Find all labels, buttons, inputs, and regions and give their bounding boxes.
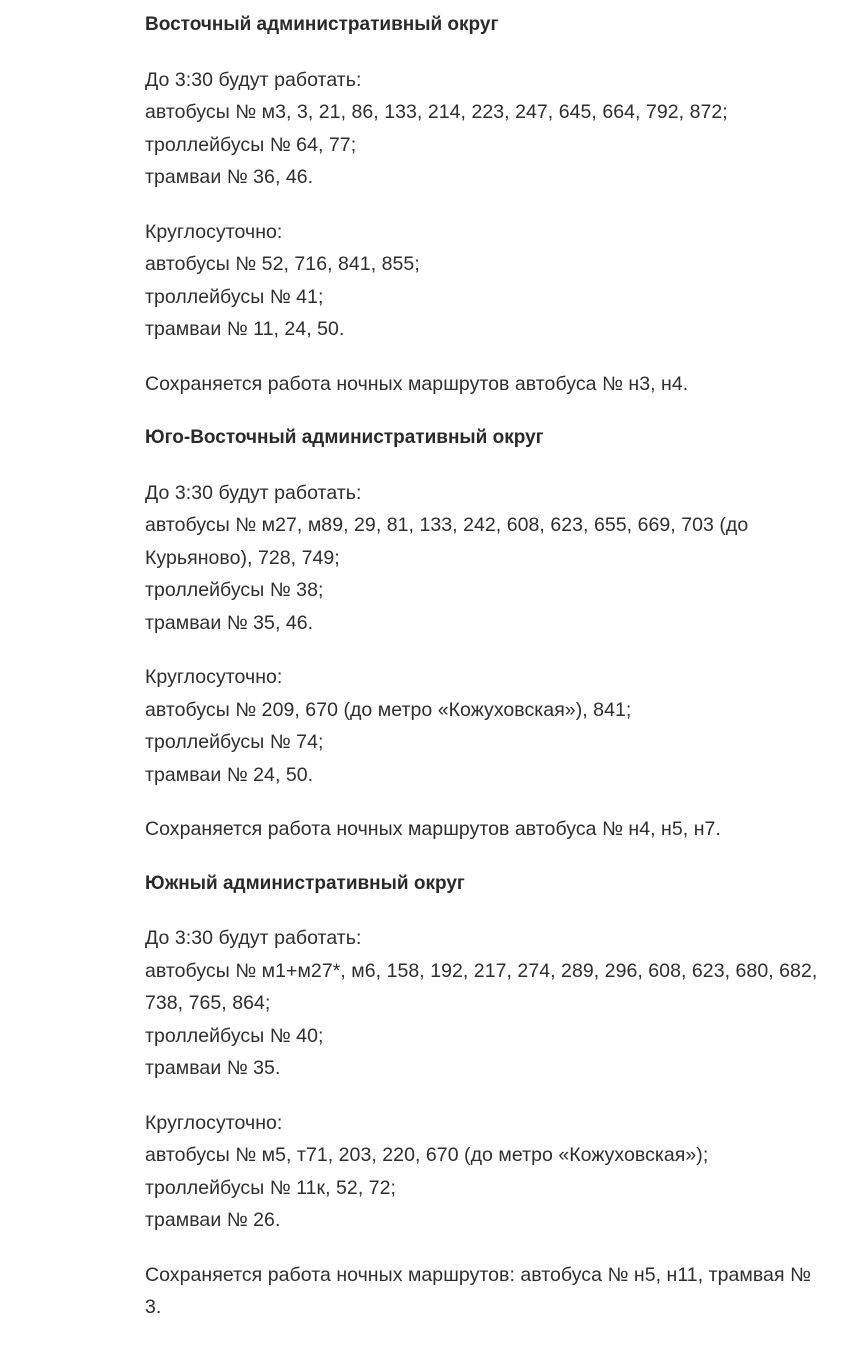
allday-trolleybuses: троллейбусы № 11к, 52, 72; — [145, 1176, 397, 1199]
until-330-trams: трамваи № 35. — [145, 1057, 281, 1079]
until-330-block — [145, 477, 825, 640]
allday-buses: автобусы № м5, т71, 203, 220, 670 (до метро «Кожуховская»); — [145, 1144, 709, 1166]
night-routes-note: Сохраняется работа ночных маршрутов автобуса № н3, н4. — [145, 372, 689, 395]
allday-trams: трамваи № 26. — [145, 1209, 281, 1231]
until-330-block — [145, 922, 825, 1085]
until-330-buses: автобусы № м3, 3, 21, 86, 133, 214, 223, 247, 645, 664, 792, 872; — [145, 101, 728, 123]
until-330-buses: автобусы № м27, м89, 29, 81, 133, 242, 608, 623, 655, 669, 703 (до Курьяново), 728, 749; — [145, 514, 749, 569]
allday-heading: Круглосуточно: — [145, 666, 283, 688]
allday-trams: трамваи № 11, 24, 50. — [145, 318, 345, 340]
until-330-trams: трамваи № 35, 46. — [145, 611, 314, 634]
until-330-heading: До 3:30 будут работать: — [145, 68, 362, 91]
until-330-heading: До 3:30 будут работать: — [145, 481, 362, 504]
district-south — [145, 868, 825, 1324]
allday-trams: трамваи № 24, 50. — [145, 763, 314, 786]
allday-trolleybuses: троллейбусы № 41; — [145, 285, 324, 308]
until-330-buses: автобусы № м1+м27*, м6, 158, 192, 217, 274, 289, 296, 608, 623, 680, 682, 738, 765, 864; — [145, 959, 818, 1014]
night-routes-note: Сохраняется работа ночных маршрутов: автобуса № н5, н11, трамвая № 3. — [145, 1263, 811, 1318]
district-title: Южный административный округ — [145, 872, 465, 894]
article-body — [145, 9, 825, 1324]
allday-block — [145, 1107, 825, 1237]
until-330-trolleybuses: троллейбусы № 64, 77; — [145, 133, 357, 156]
until-330-trams: трамваи № 36, 46. — [145, 166, 314, 188]
allday-buses: автобусы № 52, 716, 841, 855; — [145, 253, 420, 275]
until-330-trolleybuses: троллейбусы № 40; — [145, 1024, 324, 1047]
allday-block — [145, 661, 825, 791]
allday-buses: автобусы № 209, 670 (до метро «Кожуховская»), 841; — [145, 698, 632, 721]
allday-block — [145, 216, 825, 346]
until-330-block — [145, 64, 825, 194]
until-330-heading: До 3:30 будут работать: — [145, 927, 362, 949]
night-routes-note: Сохраняется работа ночных маршрутов автобуса № н4, н5, н7. — [145, 818, 721, 840]
allday-heading: Круглосуточно: — [145, 220, 283, 243]
district-title: Юго-Восточный административный округ — [145, 427, 544, 448]
until-330-trolleybuses: троллейбусы № 38; — [145, 579, 324, 601]
district-east — [145, 9, 825, 400]
allday-trolleybuses: троллейбусы № 74; — [145, 731, 324, 753]
district-south-east — [145, 422, 825, 846]
district-title: Восточный административный округ — [145, 14, 499, 35]
allday-heading: Круглосуточно: — [145, 1111, 283, 1134]
